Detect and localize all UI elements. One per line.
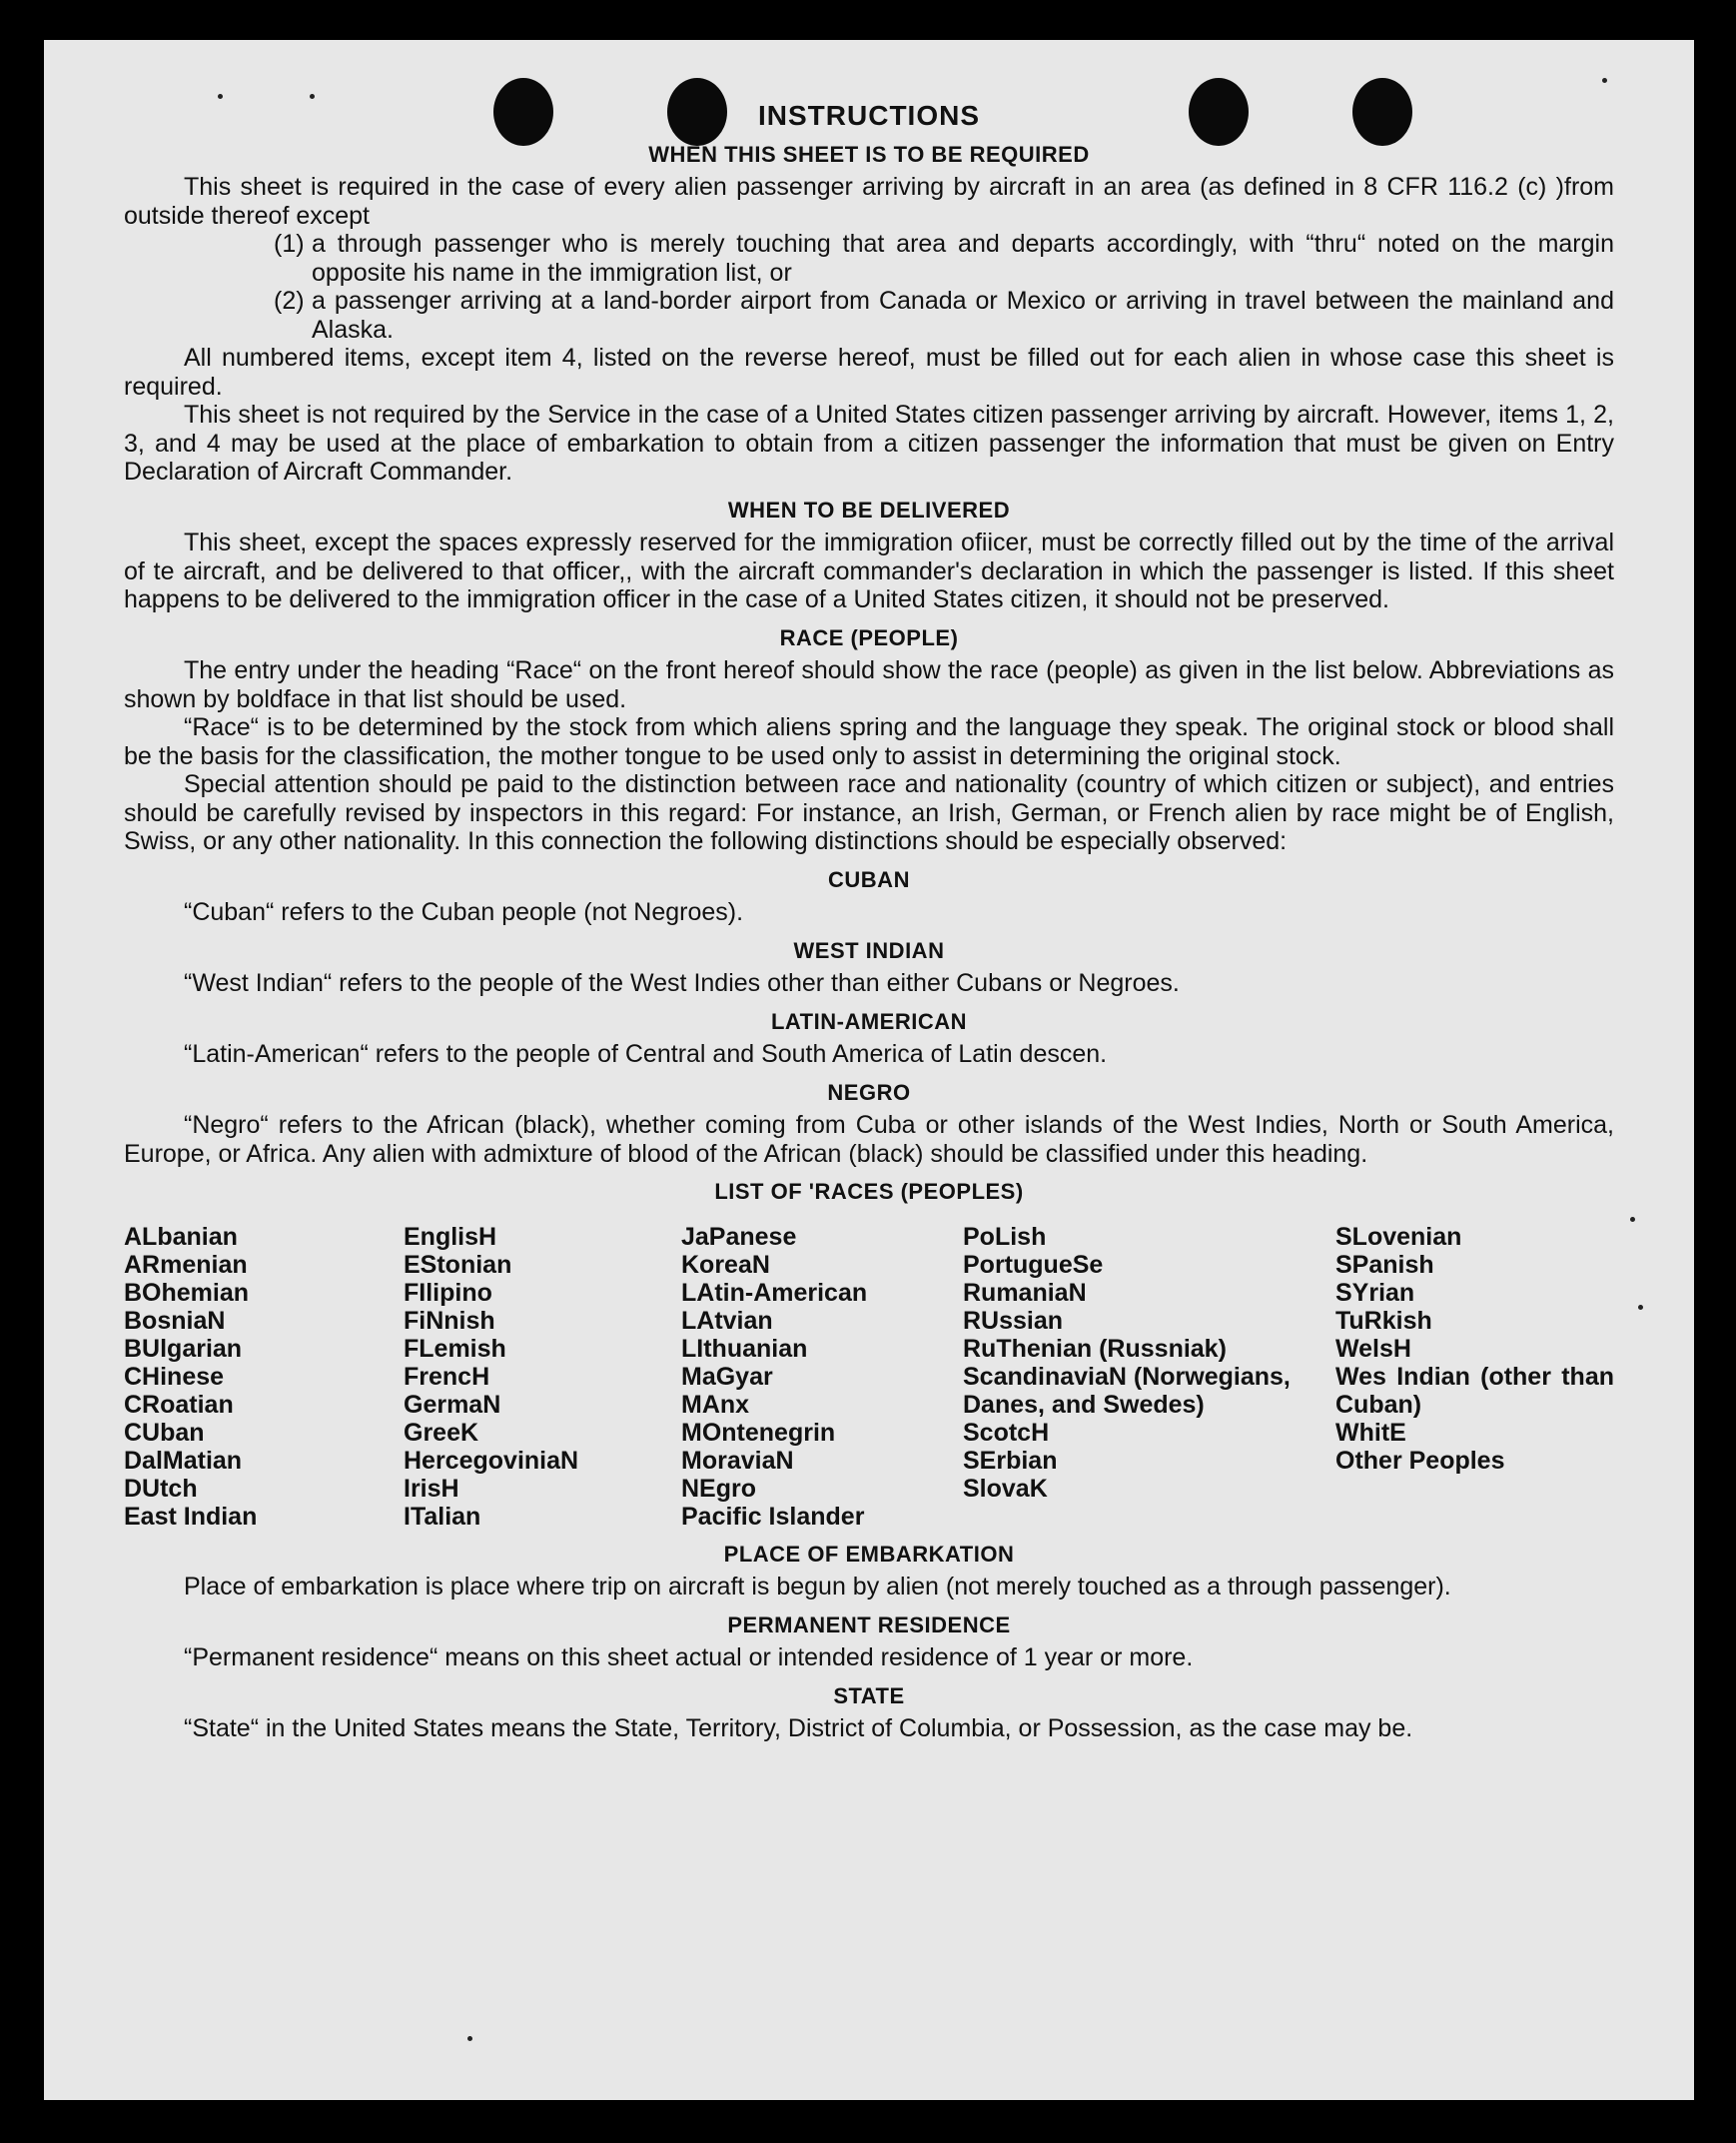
race-entry: BUlgarian bbox=[124, 1334, 243, 1363]
ink-speck bbox=[310, 94, 315, 99]
race-entry: SPanish bbox=[1335, 1250, 1434, 1279]
race-entry: HercegoviniaN bbox=[404, 1446, 579, 1475]
race-entry: LAtin-American bbox=[681, 1278, 868, 1307]
ink-speck bbox=[1602, 78, 1607, 83]
item-text: a through passenger who is merely touching that area and departs accordingly, with “thru“ noted on the margin opposite his name in the immigration list, or bbox=[312, 230, 1614, 287]
item-number: (2) bbox=[274, 287, 305, 315]
race-entry: SErbian bbox=[963, 1446, 1058, 1475]
race-entry: GreeK bbox=[404, 1418, 479, 1447]
ink-speck bbox=[218, 94, 223, 99]
race-entry: LAtvian bbox=[681, 1306, 773, 1335]
race-entry: KoreaN bbox=[681, 1250, 770, 1279]
races-column-1 bbox=[124, 1223, 404, 1531]
race-entry: FIlipino bbox=[404, 1278, 492, 1307]
race-entry: FLemish bbox=[404, 1334, 506, 1363]
section-heading-cuban: CUBAN bbox=[828, 866, 910, 892]
race-entry: CHinese bbox=[124, 1362, 225, 1391]
section-heading-embarkation: PLACE OF EMBARKATION bbox=[723, 1541, 1015, 1567]
race-entry: Pacific Islander bbox=[681, 1502, 865, 1531]
race-entry: Other Peoples bbox=[1335, 1446, 1505, 1475]
race-entry: SLovenian bbox=[1335, 1222, 1462, 1251]
page-title: INSTRUCTIONS bbox=[758, 100, 980, 131]
paragraph: This sheet is not required by the Service in the case of a United States citizen passenger arriving by aircraft. However, items 1, 2, 3, and 4 may be used at the place of embarkation to obtain from a citizen passenger the information that must be given on Entry Declaration of Aircraft Commander. bbox=[124, 401, 1614, 486]
race-entry: MAnx bbox=[681, 1390, 750, 1419]
instructions-content bbox=[124, 102, 1614, 1743]
race-entry: PortugueSe bbox=[963, 1250, 1104, 1279]
race-entry: ScotcH bbox=[963, 1418, 1050, 1447]
race-entry: ARmenian bbox=[124, 1250, 248, 1279]
paragraph: Special attention should pe paid to the distinction between race and nationality (country of which citizen or subject), and entries should be carefully revised by inspectors in this regard: For instance, an Irish, German, or French alien by race might be of English, Swiss, or any other nationality. In this connection the following distinctions should be especially observed: bbox=[124, 770, 1614, 855]
race-entry: NEgro bbox=[681, 1474, 756, 1503]
section-heading-races-list: LIST OF 'RACES (PEOPLES) bbox=[714, 1179, 1024, 1204]
race-entry: DalMatian bbox=[124, 1446, 243, 1475]
paragraph: Place of embarkation is place where trip on aircraft is begun by alien (not merely touched as a through passenger). bbox=[184, 1573, 1451, 1601]
race-entry: BosniaN bbox=[124, 1306, 226, 1335]
section-heading-west-indian: WEST INDIAN bbox=[793, 937, 945, 963]
paragraph: This sheet is required in the case of every alien passenger arriving by aircraft in an area (as defined in 8 CFR 116.2 (c) )from outside thereof except bbox=[124, 173, 1614, 230]
races-column-5 bbox=[1335, 1223, 1614, 1531]
section-heading-required: WHEN THIS SHEET IS TO BE REQUIRED bbox=[648, 141, 1090, 167]
race-entry: WhitE bbox=[1335, 1418, 1406, 1447]
race-entry: ALbanian bbox=[124, 1222, 238, 1251]
race-entry: JaPanese bbox=[681, 1222, 797, 1251]
race-entry: TuRkish bbox=[1335, 1306, 1432, 1335]
section-heading-delivered: WHEN TO BE DELIVERED bbox=[727, 497, 1011, 523]
race-entry: SYrian bbox=[1335, 1278, 1415, 1307]
race-entry: FrencH bbox=[404, 1362, 490, 1391]
races-column-2 bbox=[404, 1223, 681, 1531]
section-heading-state: STATE bbox=[833, 1682, 905, 1708]
section-heading-negro: NEGRO bbox=[827, 1079, 911, 1105]
race-entry: SlovaK bbox=[963, 1474, 1048, 1503]
race-entry: CRoatian bbox=[124, 1390, 234, 1419]
races-list bbox=[124, 1223, 1614, 1531]
race-entry: FiNnish bbox=[404, 1306, 495, 1335]
paragraph: This sheet, except the spaces expressly reserved for the immigration ofiicer, must be correctly filled out by the time of the arrival of te aircraft, and be delivered to that officer,, with the aircraft commander's declaration in which the passenger is listed. If this sheet happens to be delivered to the immigration officer in the case of a United States citizen, it should not be preserved. bbox=[124, 529, 1614, 613]
item-text: a passenger arriving at a land-border airport from Canada or Mexico or arriving in travel between the mainland and Alaska. bbox=[312, 287, 1614, 344]
section-heading-residence: PERMANENT RESIDENCE bbox=[727, 1611, 1011, 1637]
race-entry: EnglisH bbox=[404, 1222, 497, 1251]
ink-speck bbox=[1630, 1217, 1635, 1222]
race-entry: GermaN bbox=[404, 1390, 501, 1419]
race-entry: MOntenegrin bbox=[681, 1418, 836, 1447]
document-page bbox=[44, 40, 1694, 2100]
race-entry: Wes Indian (other than Cuban) bbox=[1335, 1362, 1614, 1419]
race-entry: IrisH bbox=[404, 1474, 459, 1503]
race-entry: BOhemian bbox=[124, 1278, 250, 1307]
race-entry: CUban bbox=[124, 1418, 205, 1447]
race-entry: EStonian bbox=[404, 1250, 512, 1279]
race-entry: LIthuanian bbox=[681, 1334, 808, 1363]
race-entry: ScandinaviaN (Norwegians, Danes, and Swedes) bbox=[963, 1362, 1291, 1419]
races-column-4 bbox=[963, 1223, 1335, 1531]
ink-speck bbox=[467, 2036, 472, 2041]
paragraph: “Cuban“ refers to the Cuban people (not Negroes). bbox=[184, 898, 744, 926]
race-entry: ITalian bbox=[404, 1502, 481, 1531]
exception-item-2 bbox=[274, 287, 1614, 344]
race-entry: RuThenian (Russniak) bbox=[963, 1334, 1227, 1363]
race-entry: PoLish bbox=[963, 1222, 1047, 1251]
ink-speck bbox=[1638, 1305, 1643, 1310]
race-entry: MoraviaN bbox=[681, 1446, 794, 1475]
paragraph: “State“ in the United States means the State, Territory, District of Columbia, or Possession, as the case may be. bbox=[184, 1714, 1413, 1742]
paragraph: All numbered items, except item 4, listed on the reverse hereof, must be filled out for each alien in whose case this sheet is required. bbox=[124, 344, 1614, 401]
exception-item-1 bbox=[274, 230, 1614, 287]
item-number: (1) bbox=[274, 230, 305, 258]
race-entry: WelsH bbox=[1335, 1334, 1411, 1363]
section-heading-latin-american: LATIN-AMERICAN bbox=[770, 1008, 967, 1034]
race-entry: RumaniaN bbox=[963, 1278, 1087, 1307]
section-heading-race: RACE (PEOPLE) bbox=[779, 624, 959, 650]
paragraph: “West Indian“ refers to the people of the West Indies other than either Cubans or Negroes. bbox=[184, 969, 1180, 997]
paragraph: “Permanent residence“ means on this sheet actual or intended residence of 1 year or more. bbox=[184, 1643, 1194, 1671]
race-entry: East Indian bbox=[124, 1502, 258, 1531]
races-column-3 bbox=[681, 1223, 963, 1531]
race-entry: MaGyar bbox=[681, 1362, 773, 1391]
paragraph: “Latin-American“ refers to the people of Central and South America of Latin descen. bbox=[184, 1040, 1108, 1068]
paragraph: “Race“ is to be determined by the stock from which aliens spring and the language they speak. The original stock or blood shall be the basis for the classification, the mother tongue to be used only to assist in determining the original stock. bbox=[124, 713, 1614, 770]
race-entry: DUtch bbox=[124, 1474, 198, 1503]
paragraph: “Negro“ refers to the African (black), whether coming from Cuba or other islands of the West Indies, North or South America, Europe, or Africa. Any alien with admixture of blood of the African (black) should be classified under this heading. bbox=[124, 1111, 1614, 1168]
paragraph: The entry under the heading “Race“ on the front hereof should show the race (people) as given in the list below. Abbreviations as shown by boldface in that list should be used. bbox=[124, 656, 1614, 713]
race-entry: RUssian bbox=[963, 1306, 1064, 1335]
